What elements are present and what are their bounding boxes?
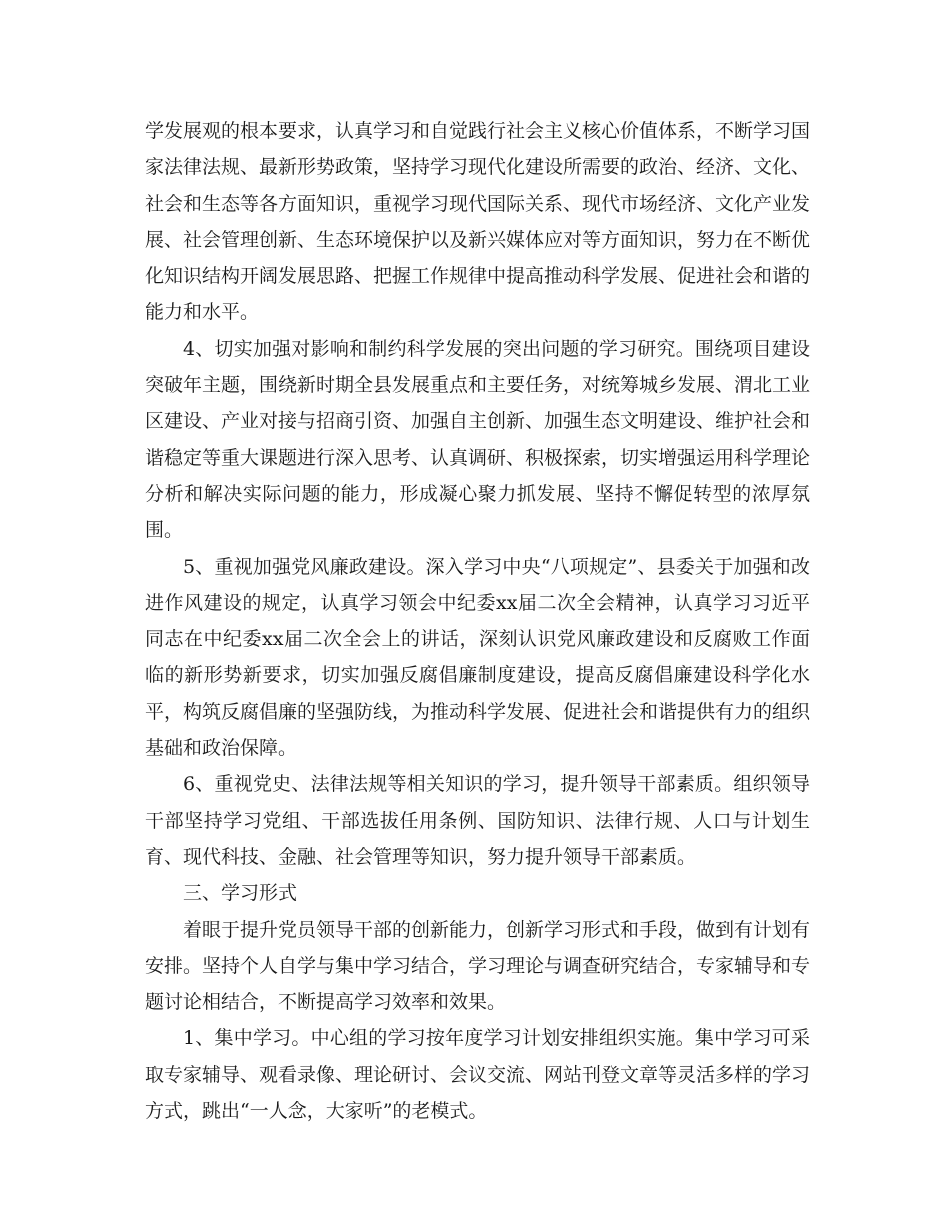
paragraph-forms-intro: 着眼于提升党员领导干部的创新能力，创新学习形式和手段，做到有计划有安排。坚持个人自学与集中学习结合，学习理论与调查研究结合，专家辅导和专题讨论相结合，不断提高学习效率和效果。: [145, 918, 811, 1014]
document-page: [145, 113, 810, 1129]
paragraph-continuation: 学发展观的根本要求，认真学习和自觉践行社会主义核心价值体系，不断学习国家法律法规、最新形势政策，坚持学习现代化建设所需要的政治、经济、文化、社会和生态等各方面知识，重视学习现代国际关系、现代市场经济、文化产业发展、社会管理创新、生态环境保护以及新兴媒体应对等方面知识，努力在不断优化知识结构开阔发展思路、把握工作规律中提高推动科学发展、促进社会和谐的能力和水平。: [145, 120, 811, 324]
paragraph-item-4: 4、切实加强对影响和制约科学发展的突出问题的学习研究。围绕项目建设突破年主题，围绕新时期全县发展重点和主要任务，对统筹城乡发展、渭北工业区建设、产业对接与招商引资、加强自主创新、加强生态文明建设、维护社会和谐稳定等重大课题进行深入思考、认真调研、积极探索，切实增强运用科学理论分析和解决实际问题的能力，形成凝心聚力抓发展、坚持不懈促转型的浓厚氛围。: [145, 337, 811, 542]
paragraph-item-5: 5、重视加强党风廉政建设。深入学习中央“八项规定”、县委关于加强和改进作风建设的规定，认真学习领会中纪委xx届二次全会精神，认真学习习近平同志在中纪委xx届二次全会上的讲话，深刻认识党风廉政建设和反腐败工作面临的新形势新要求，切实加强反腐倡廉制度建设，提高反腐倡廉建设科学化水平，构筑反腐倡廉的坚强防线，为推动科学发展、促进社会和谐提供有力的组织基础和政治保障。: [145, 555, 811, 760]
section-heading-learning-forms: 三、学习形式: [183, 882, 298, 905]
paragraph-forms-item-1: 1、集中学习。中心组的学习按年度学习计划安排组织实施。集中学习可采取专家辅导、观看录像、理论研讨、会议交流、网站刊登文章等灵活多样的学习方式，跳出“一人念，大家听”的老模式。: [145, 1027, 811, 1123]
paragraph-item-6: 6、重视党史、法律法规等相关知识的学习，提升领导干部素质。组织领导干部坚持学习党组、干部选拔任用条例、国防知识、法律行规、人口与计划生育、现代科技、金融、社会管理等知识，努力提升领导干部素质。: [145, 773, 810, 868]
